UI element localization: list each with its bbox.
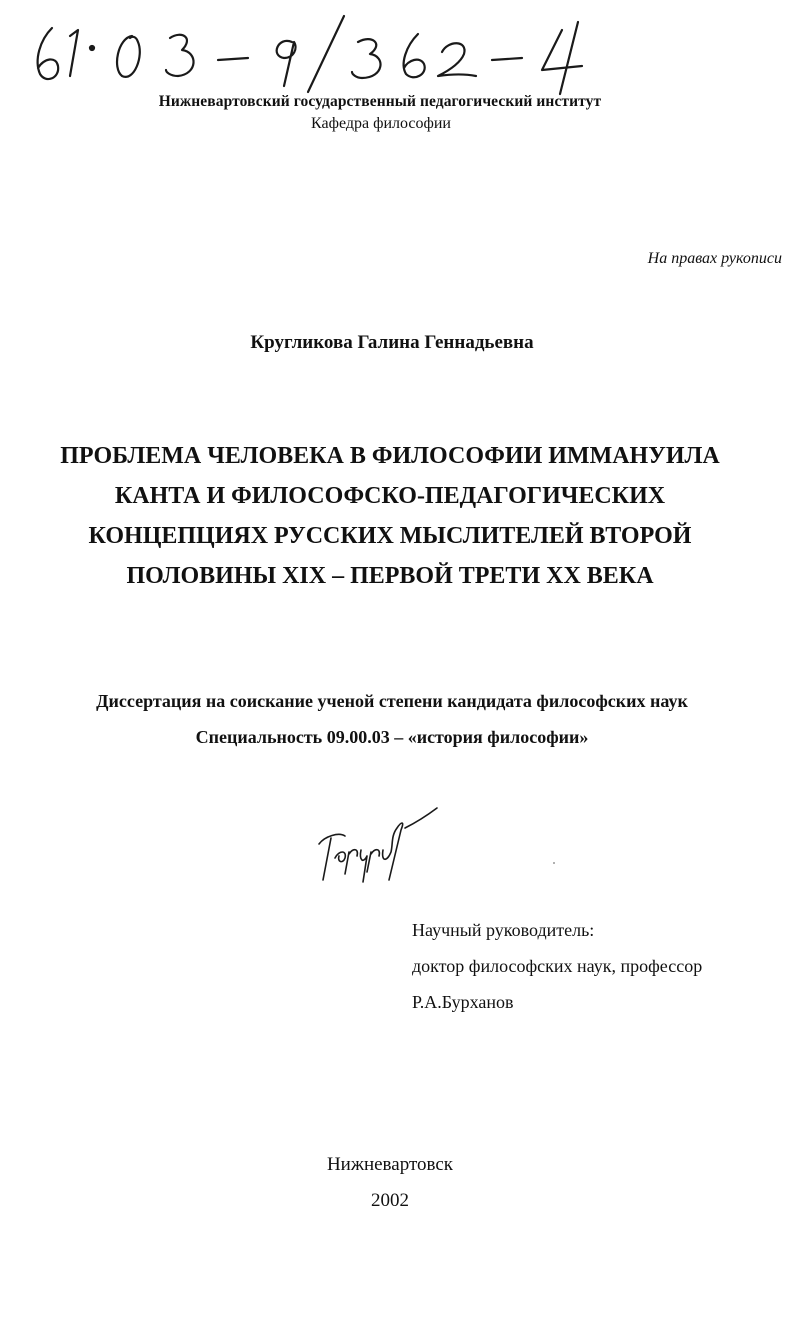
specialty-statement: Специальность 09.00.03 – «история философии» [195,727,589,747]
department-name: Кафедра философии [311,115,451,132]
thesis-title-line: КОНЦЕПЦИЯХ РУССКИХ МЫСЛИТЕЛЕЙ ВТОРОЙ [88,523,692,549]
author-name: Кругликова Галина Геннадьевна [250,332,534,353]
thesis-title [20,436,760,596]
supervisor-credentials: доктор философских наук, профессор [412,956,703,976]
handwritten-signature [305,800,445,890]
thesis-title-line: ПОЛОВИНЫ XIX – ПЕРВОЙ ТРЕТИ XX ВЕКА [126,563,654,589]
thesis-title-line: КАНТА И ФИЛОСОФСКО-ПЕДАГОГИЧЕСКИХ [114,483,666,509]
handwritten-archive-code [22,8,602,98]
handwritten-code-drawing [22,8,602,98]
signature-drawing [305,800,445,890]
supervisor-label: Научный руководитель: [412,920,595,940]
manuscript-rights-note: На правах рукописи [647,250,782,267]
institute-name: Нижневартовский государственный педагогический институт [158,93,602,110]
supervisor-name: Р.А.Бурханов [412,992,514,1012]
year: 2002 [371,1190,409,1211]
degree-statement: Диссертация на соискание ученой степени кандидата философских наук [96,691,688,711]
thesis-title-line: ПРОБЛЕМА ЧЕЛОВЕКА В ФИЛОСОФИИ ИММАНУИЛА [60,443,720,469]
paper-speck [553,862,555,864]
supervisor-block [412,912,702,1020]
city: Нижневартовск [326,1154,454,1175]
